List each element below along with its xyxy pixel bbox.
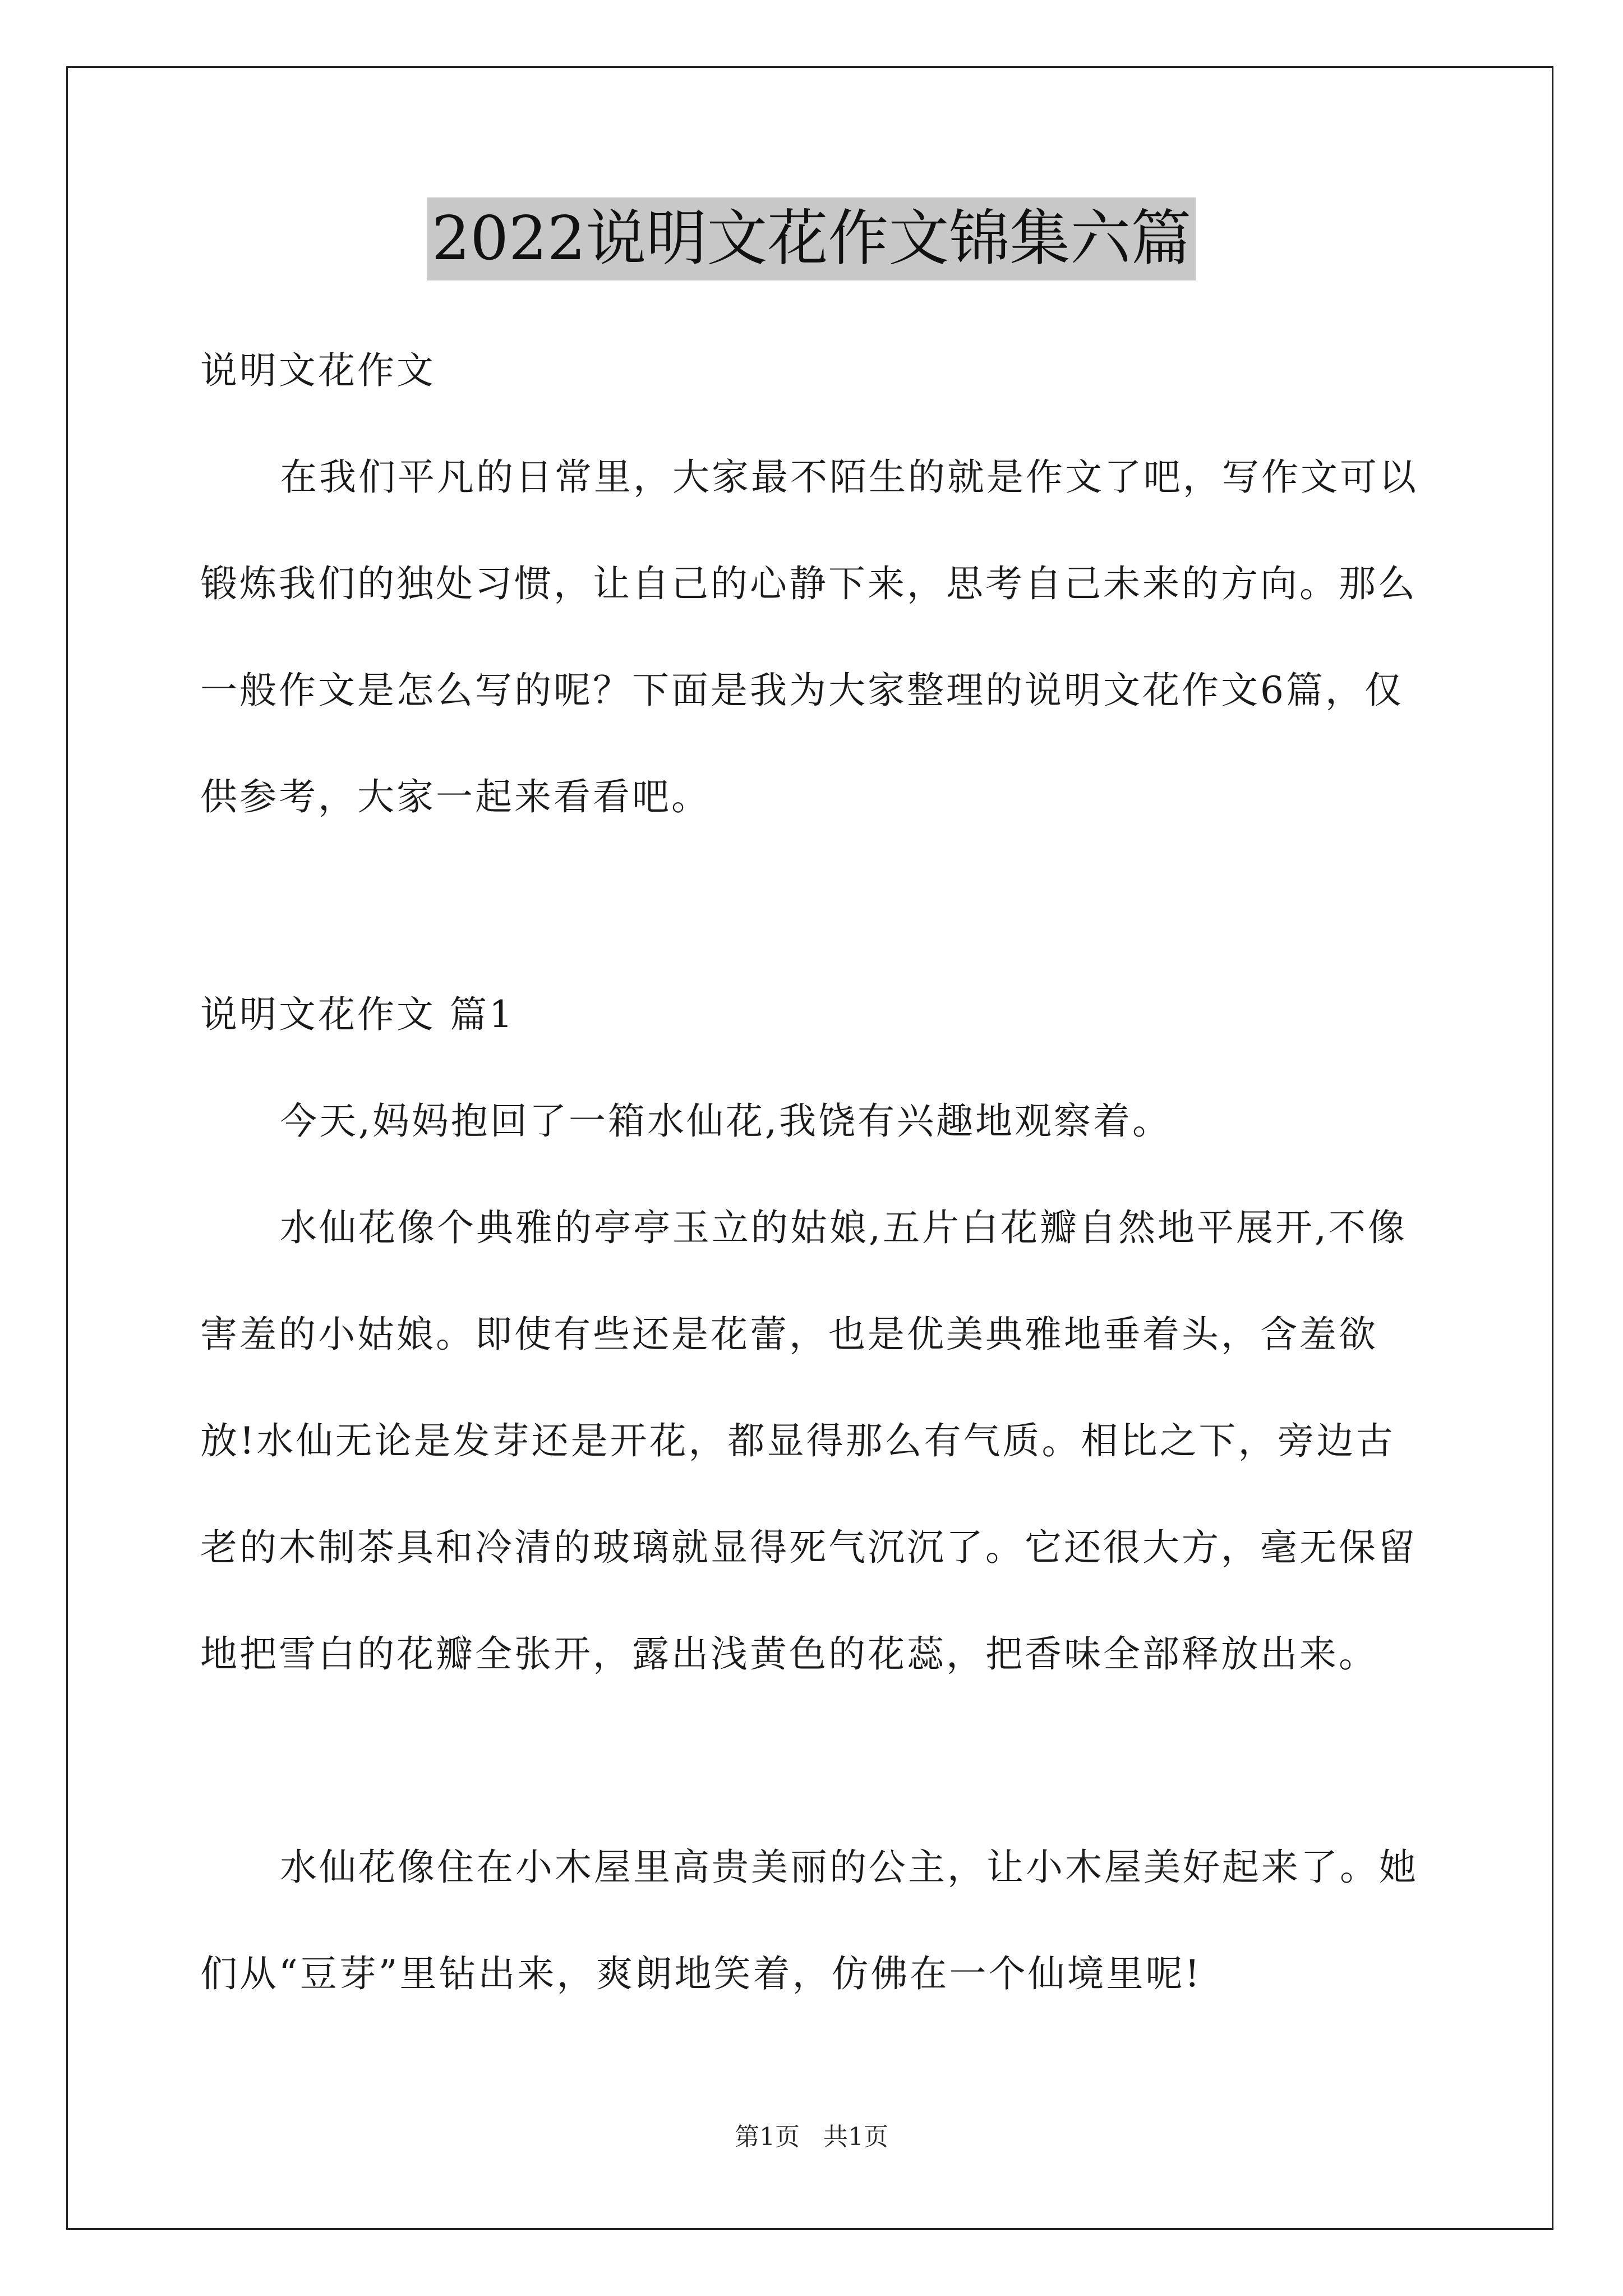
document-title: 2022说明文花作文锦集六篇 [427, 197, 1196, 280]
title-container [0, 197, 1623, 280]
page-total: 共1页 [823, 2123, 888, 2151]
section-paragraph-1: 今天,妈妈抱回了一箱水仙花,我饶有兴趣地观察着。 [280, 1099, 1172, 1143]
section-paragraph-3: 水仙花像住在小木屋里高贵美丽的公主，让小木屋美好起来了。她们从“豆芽”里钻出来，爽朗地笑着，仿佛在一个仙境里呢! [200, 1846, 1418, 1995]
intro-paragraph: 在我们平凡的日常里，大家最不陌生的就是作文了吧，写作文可以锻炼我们的独处习惯，让自己的心静下来，思考自己未来的方向。那么一般作文是怎么写的呢？下面是我为大家整理的说明文花作文6篇，仅供参考，大家一起来看看吧。 [200, 455, 1418, 818]
intro-heading: 说明文花作文 [200, 349, 436, 392]
page-footer [0, 2120, 1623, 2154]
page-number: 第1页 [735, 2123, 800, 2151]
section-heading: 说明文花作文 篇1 [200, 993, 515, 1036]
section-paragraph-2: 水仙花像个典雅的亭亭玉立的姑娘,五片白花瓣自然地平展开,不像害羞的小姑娘。即使有些还是花蕾，也是优美典雅地垂着头，含羞欲放!水仙无论是发芽还是开花，都显得那么有气质。相比之下，旁边古老的木制茶具和冷清的玻璃就显得死气沉沉了。它还很大方，毫无保留地把雪白的花瓣全张开，露出浅黄色的花蕊，把香味全部释放出来。 [200, 1206, 1417, 1676]
